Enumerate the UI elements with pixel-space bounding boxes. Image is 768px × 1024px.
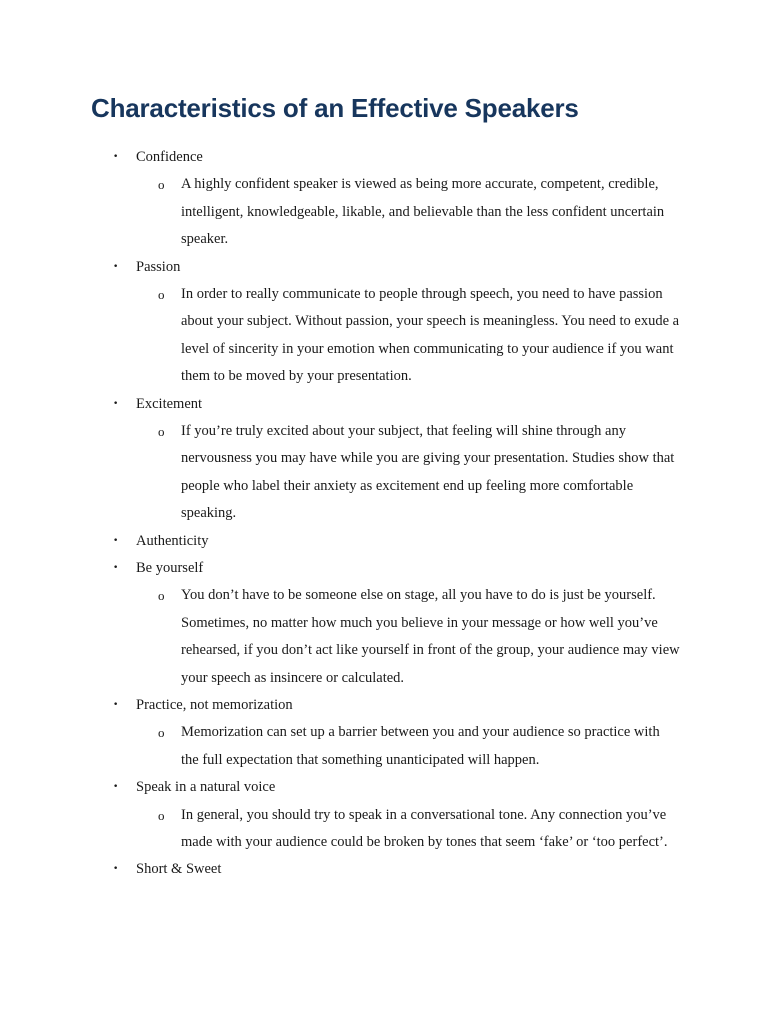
bullet-icon: • xyxy=(113,261,119,272)
item-label: Passion xyxy=(136,258,181,275)
bullet-icon: • xyxy=(113,563,119,574)
bullet-icon: • xyxy=(113,864,119,875)
list-item xyxy=(0,254,768,391)
item-label: Excitement xyxy=(136,395,203,412)
sub-item-text: A highly confident speaker is viewed as being more accurate, competent, credible, intelligent, knowledgeable, likable, and believable than the less confident uncertain speaker. xyxy=(181,176,665,248)
bullet-icon: • xyxy=(113,700,119,711)
list-item xyxy=(0,774,768,856)
sub-item-text: You don’t have to be someone else on stage, all you have to do is just be yourself. Sometimes, no matter how much you believe in your message or how well you’ve rehearsed, if you don’t act like yourself in front of the group, your audience may view your speech as insincere or calculated. xyxy=(181,587,680,686)
sub-item-text: In order to really communicate to people through speech, you need to have passion about your subject. Without passion, your speech is meaningless. You need to exude a level of sincerity in your emotion when communicating to your audience if you want them to be moved by your presentation. xyxy=(181,286,680,385)
item-label: Practice, not memorization xyxy=(136,697,293,714)
sub-item xyxy=(0,281,768,391)
sub-item xyxy=(0,719,768,774)
sub-item xyxy=(0,802,768,857)
item-label: Be yourself xyxy=(136,560,204,577)
item-label: Speak in a natural voice xyxy=(136,779,276,796)
sub-bullet-icon: o xyxy=(158,424,165,440)
bullet-icon: • xyxy=(113,535,119,546)
sub-bullet-icon: o xyxy=(158,588,165,604)
list-item xyxy=(0,144,768,254)
bullet-icon: • xyxy=(113,782,119,793)
sub-bullet-icon: o xyxy=(158,725,165,741)
list-item xyxy=(0,391,768,528)
item-label: Confidence xyxy=(136,149,203,165)
sub-item xyxy=(0,418,768,528)
characteristics-list xyxy=(0,144,768,884)
sub-item-text: In general, you should try to speak in a conversational tone. Any connection you’ve made with your audience could be broken by tones that seem ‘fake’ or ‘too perfect’. xyxy=(181,806,668,851)
sub-bullet-icon: o xyxy=(158,287,165,302)
sub-item-text: Memorization can set up a barrier between you and your audience so practice with the full expectation that something unanticipated will happen. xyxy=(181,724,660,768)
sub-bullet-icon: o xyxy=(158,807,165,823)
list-item xyxy=(0,528,768,555)
sub-item xyxy=(0,582,768,692)
list-item xyxy=(0,692,768,774)
sub-item-text: If you’re truly excited about your subject, that feeling will shine through any nervousness you may have while you are giving your presentation. Studies show that people who label their anxiety as excitement end up feeling more comfortable speaking. xyxy=(181,423,675,522)
list-item xyxy=(0,555,768,692)
list-item xyxy=(0,856,768,883)
bullet-icon: • xyxy=(113,398,119,409)
item-label: Authenticity xyxy=(136,532,209,549)
sub-item xyxy=(0,171,768,253)
sub-bullet-icon: o xyxy=(158,177,165,193)
item-label: Short & Sweet xyxy=(136,861,222,878)
bullet-icon: • xyxy=(113,152,119,162)
page-title: Characteristics of an Effective Speakers xyxy=(91,93,579,123)
